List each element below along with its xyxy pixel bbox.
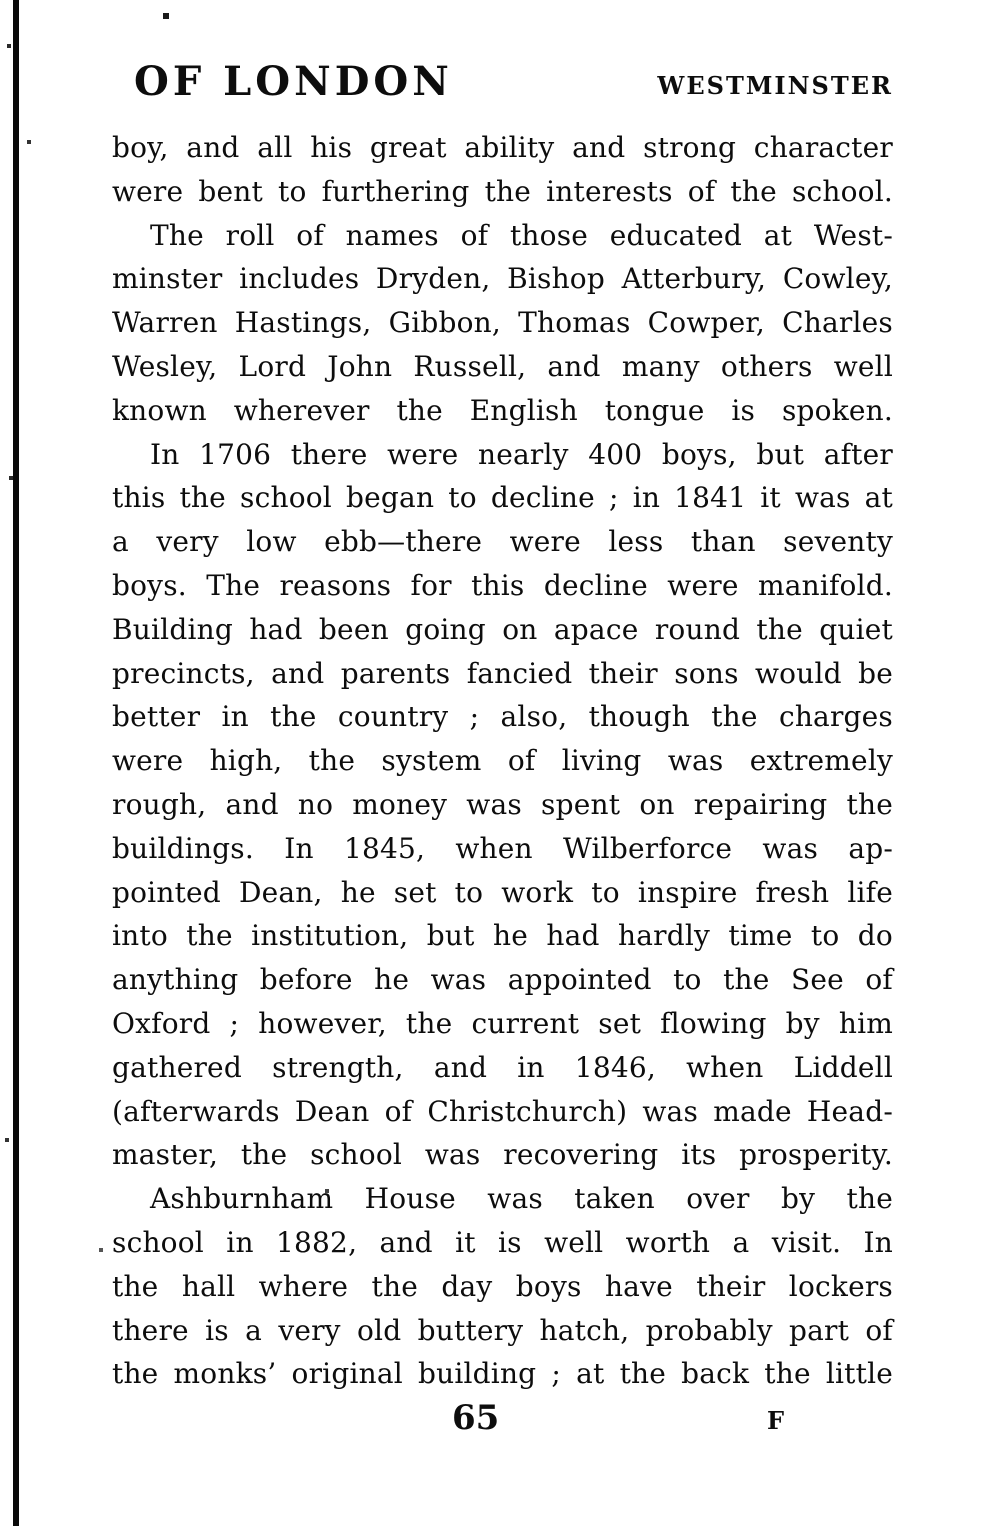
text-line: pointed Dean, he set to work to inspire fresh life — [112, 875, 893, 909]
text-line: The roll of names of those educated at West- — [150, 218, 893, 252]
text-line: a very low ebb—there were less than seventy — [112, 525, 893, 559]
text-line: Ashburnham House was taken over by the — [150, 1182, 893, 1216]
text-line: Building had been going on apace round the quiet — [112, 612, 893, 646]
text-line: minster includes Dryden, Bishop Atterbury, Cowley, — [112, 262, 893, 296]
binding-edge-rule — [13, 0, 19, 1526]
text-line: boy, and all his great ability and strong character — [112, 131, 893, 164]
text-line: the monks’ original building ; at the back the little — [112, 1357, 893, 1391]
signature-mark: F — [767, 1406, 785, 1435]
running-head-title: OF LONDON — [134, 58, 453, 105]
text-line: boys. The reasons for this decline were manifold. — [112, 568, 893, 602]
page-number: 65 — [452, 1398, 500, 1438]
text-line: rough, and no money was spent on repairing the — [112, 787, 893, 821]
text-line: school in 1882, and it is well worth a visit. In — [112, 1225, 893, 1259]
text-line: were high, the system of living was extremely — [112, 744, 893, 778]
text-line: known wherever the English tongue is spoken. — [112, 393, 893, 427]
text-line: there is a very old buttery hatch, probably part of — [112, 1313, 893, 1347]
text-line: master, the school was recovering its prosperity. — [112, 1138, 893, 1172]
text-line: precincts, and parents fancied their sons would be — [112, 656, 893, 690]
page-footer — [112, 1398, 893, 1444]
text-line: Wesley, Lord John Russell, and many others well — [112, 349, 893, 383]
text-line: better in the country ; also, though the charges — [112, 700, 893, 734]
running-head — [112, 58, 893, 104]
text-line: into the institution, but he had hardly time to do — [112, 919, 893, 953]
text-line: Oxford ; however, the current set flowing by him — [112, 1006, 893, 1040]
text-line: buildings. In 1845, when Wilberforce was ap- — [112, 831, 893, 865]
text-line: Warren Hastings, Gibbon, Thomas Cowper, Charles — [112, 306, 893, 340]
text-line: this the school began to decline ; in 1841 it was at — [112, 481, 893, 515]
text-column — [112, 0, 893, 1526]
scan-specks — [0, 0, 2, 2]
text-line: were bent to furthering the interests of the school. — [112, 174, 893, 208]
text-line: In 1706 there were nearly 400 boys, but after — [150, 437, 893, 471]
text-line: gathered strength, and in 1846, when Liddell — [112, 1050, 893, 1084]
text-line: (afterwards Dean of Christchurch) was made Head- — [112, 1094, 893, 1128]
running-head-section: WESTMINSTER — [657, 71, 893, 100]
text-line: the hall where the day boys have their lockers — [112, 1269, 893, 1303]
body-text — [112, 126, 893, 1396]
text-line: anything before he was appointed to the See of — [112, 963, 893, 997]
